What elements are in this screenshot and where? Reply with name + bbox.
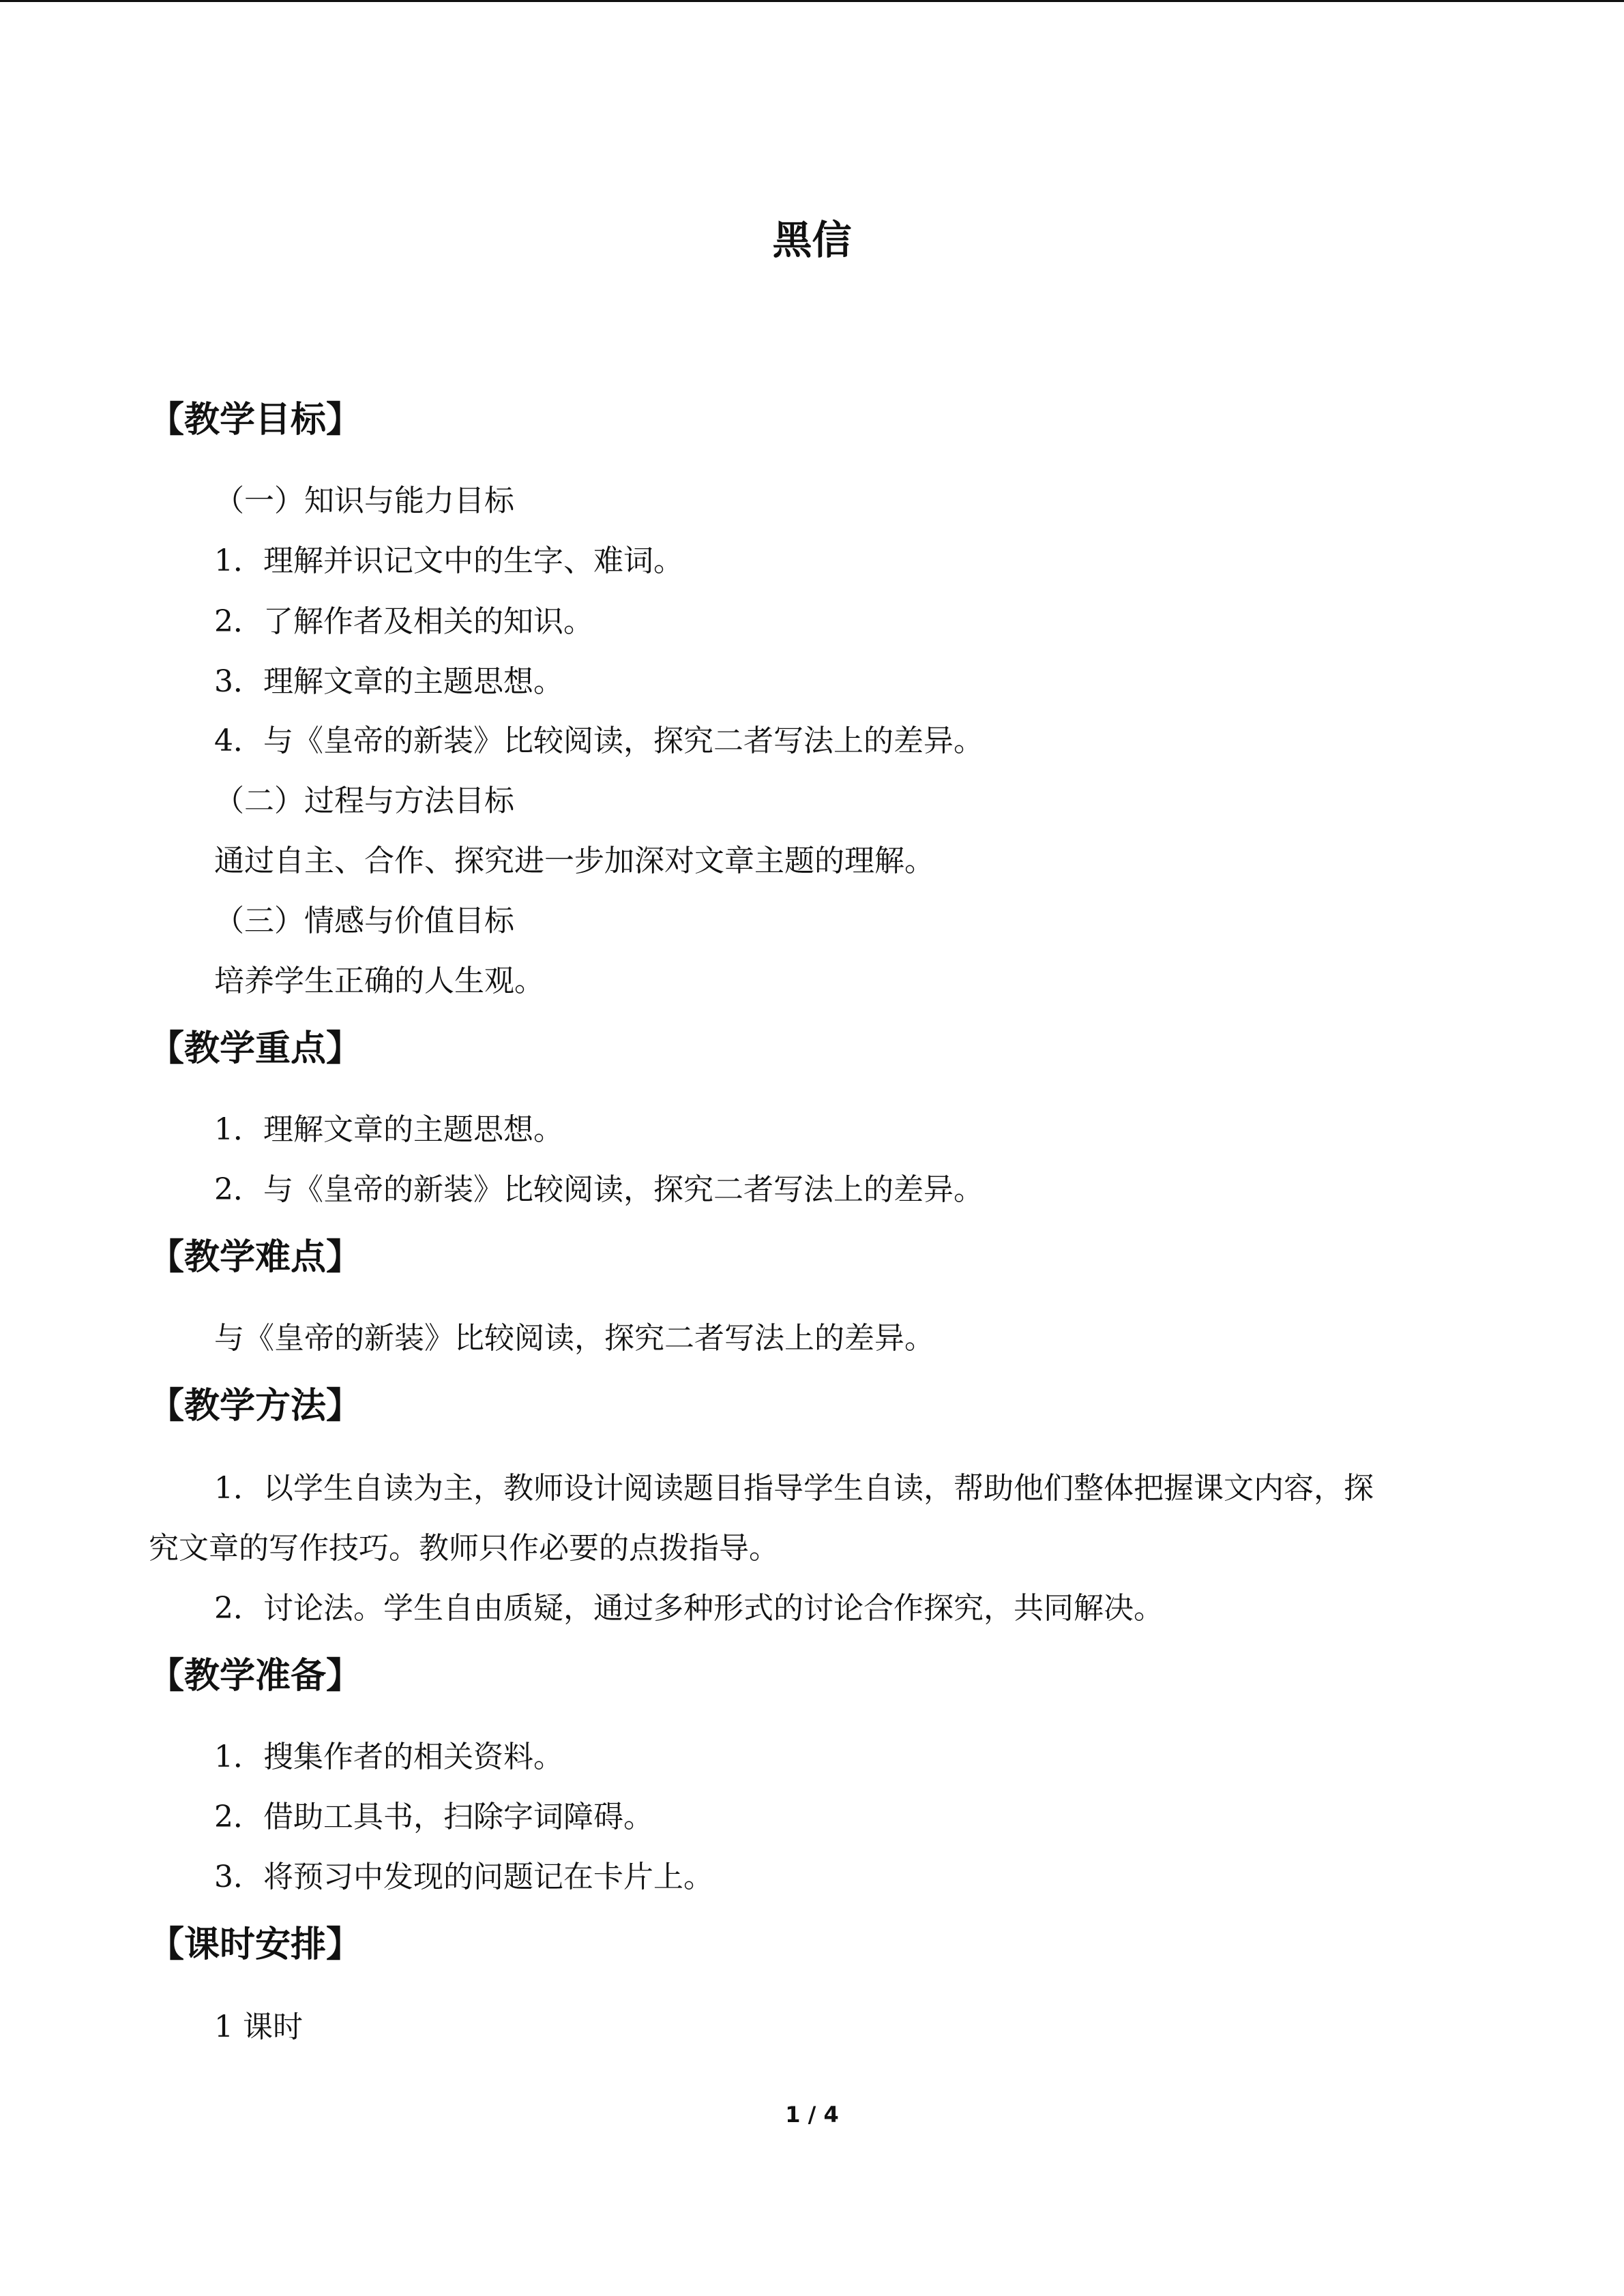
- objectives-line: 4．与《皇帝的新装》比较阅读，探究二者写法上的差异。: [214, 724, 984, 758]
- objectives-line: （一）知识与能力目标: [214, 483, 514, 518]
- objectives-line: 3．理解文章的主题思想。: [214, 664, 563, 699]
- methods-line: 究文章的写作技巧。教师只作必要的点拨指导。: [149, 1531, 779, 1566]
- methods-line: 1．以学生自读为主，教师设计阅读题目指导学生自读，帮助他们整体把握课文内容，探: [214, 1471, 1374, 1506]
- section-heading-difficulties: 【教学难点】: [149, 1237, 362, 1278]
- preparation-line: 3．将预习中发现的问题记在卡片上。: [214, 1860, 713, 1894]
- objectives-line: 培养学生正确的人生观。: [214, 964, 544, 998]
- section-heading-schedule: 【课时安排】: [149, 1924, 362, 1965]
- section-heading-key-points: 【教学重点】: [149, 1028, 362, 1069]
- preparation-line: 2．借助工具书，扫除字词障碍。: [214, 1800, 653, 1834]
- objectives-line: （二）过程与方法目标: [214, 784, 514, 818]
- methods-line: 2．讨论法。学生自由质疑，通过多种形式的讨论合作探究，共同解决。: [214, 1591, 1164, 1626]
- preparation-line: 1．搜集作者的相关资料。: [214, 1740, 563, 1774]
- schedule-line: 1 课时: [214, 2010, 303, 2044]
- key-points-line: 2．与《皇帝的新装》比较阅读，探究二者写法上的差异。: [214, 1172, 984, 1207]
- objectives-line: （三）情感与价值目标: [214, 904, 514, 938]
- objectives-line: 1．理解并识记文中的生字、难词。: [214, 543, 683, 578]
- section-heading-preparation: 【教学准备】: [149, 1656, 362, 1697]
- objectives-line: 2．了解作者及相关的知识。: [214, 604, 593, 639]
- difficulties-line: 与《皇帝的新装》比较阅读，探究二者写法上的差异。: [214, 1321, 934, 1356]
- section-heading-objectives: 【教学目标】: [149, 400, 362, 441]
- objectives-line: 通过自主、合作、探究进一步加深对文章主题的理解。: [214, 844, 934, 878]
- page-number: 1 / 4: [785, 2102, 839, 2128]
- key-points-line: 1．理解文章的主题思想。: [214, 1112, 563, 1147]
- section-heading-methods: 【教学方法】: [149, 1386, 362, 1427]
- document-title: 黑信: [772, 217, 852, 263]
- page-top-border: [0, 0, 1624, 2]
